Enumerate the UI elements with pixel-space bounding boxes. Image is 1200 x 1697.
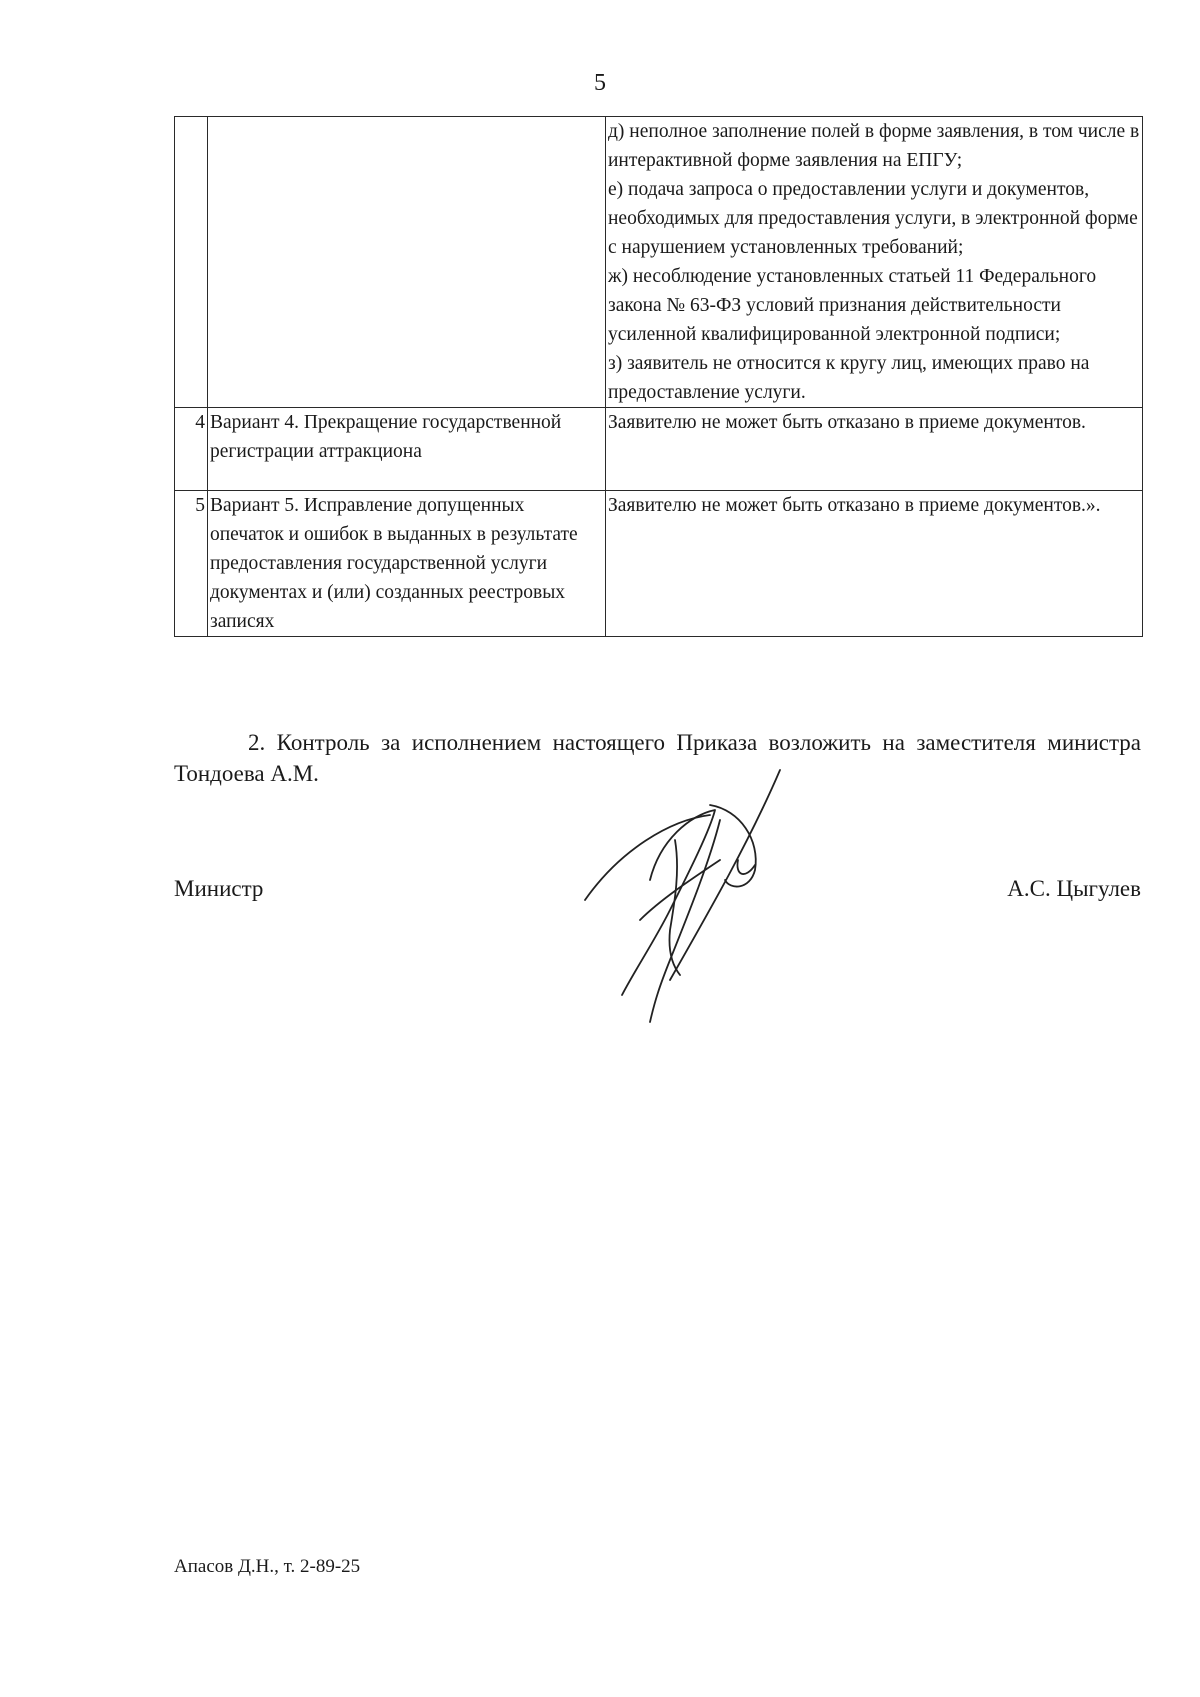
signatory-role: Министр <box>174 876 264 901</box>
reason-item: д) неполное заполнение полей в форме заявления, в том числе в интерактивной форме заявления на ЕПГУ; <box>608 121 1140 171</box>
row-number-cell: 5 <box>175 491 208 637</box>
control-paragraph: 2. Контроль за исполнением настоящего Приказа возложить на заместителя министра Тондоева А.М. <box>174 730 1141 786</box>
grounds-table <box>174 116 1143 637</box>
ground-cell: Заявителю не может быть отказано в приеме документов. <box>606 408 1143 491</box>
reasons-cell <box>606 117 1143 408</box>
executor-contact: Апасов Д.Н., т. 2-89-25 <box>174 1556 361 1577</box>
ground-cell: Заявителю не может быть отказано в приеме документов.». <box>606 491 1143 637</box>
table-row <box>175 408 1143 491</box>
variant-cell: Вариант 5. Исправление допущенных опечаток и ошибок в выданных в результате предоставления государственной услуги документах и (или) созданных реестровых записях <box>208 491 606 637</box>
variant-cell: Вариант 4. Прекращение государственной регистрации аттракциона <box>208 408 606 491</box>
table-row-continuation <box>175 117 1143 408</box>
reason-item: з) заявитель не относится к кругу лиц, имеющих право на предоставление услуги. <box>608 353 1090 403</box>
handwritten-signature <box>580 760 850 1040</box>
page-number: 5 <box>594 70 606 96</box>
row-number-cell: 4 <box>175 408 208 491</box>
row-number-cell <box>175 117 208 408</box>
reason-item: ж) несоблюдение установленных статьей 11 Федерального закона № 63-ФЗ условий признания действительности усиленной квалифицированной электронной подписи; <box>608 266 1097 345</box>
table-row <box>175 491 1143 637</box>
signatory-name: А.С. Цыгулев <box>1007 876 1141 901</box>
variant-cell <box>208 117 606 408</box>
reason-item: е) подача запроса о предоставлении услуги и документов, необходимых для предоставления услуги, в электронной форме с нарушением установленных требований; <box>608 179 1138 258</box>
